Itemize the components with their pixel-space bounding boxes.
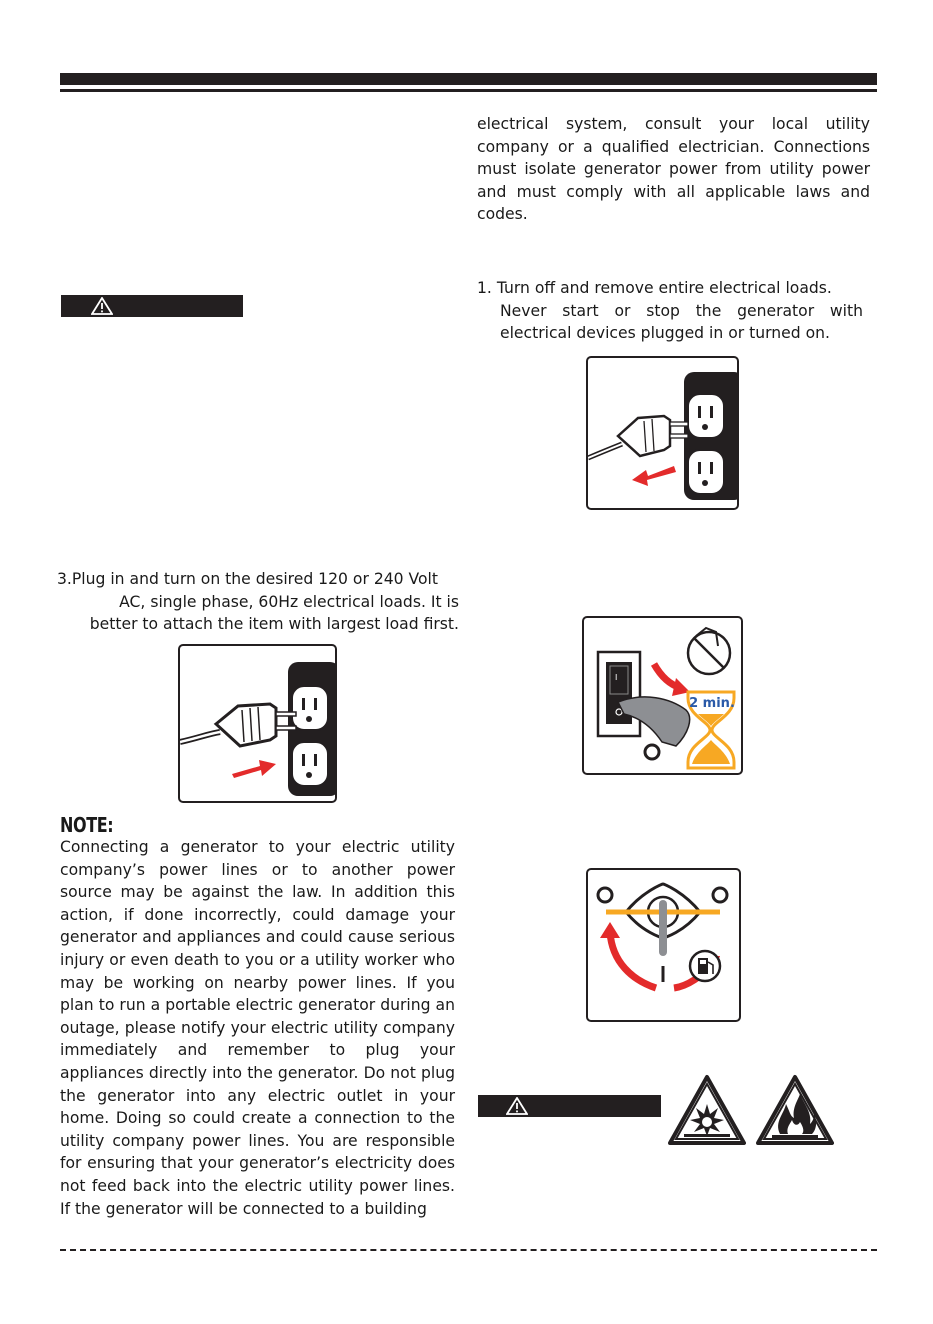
timer-label: 2 min. (689, 696, 735, 711)
step-1-first-line: 1. Turn off and remove entire electrical loads. (477, 279, 832, 297)
note-body: Connecting a generator to your electric utility company’s power lines or to another power source may be against the law. In addition this action, if done incorrectly, could damage your generator and appliances and could cause serious injury or even death to you or a utility worker who may be working on nearby power lines. If you plan to run a portable electric generator during an outage, please notify your electric utility company immediately and remember to plug your appliances directly into the generator. Do not plug the generator into any electric outlet in your home. Doing so could create a connection to the utility company power lines. You are responsible for ensuring that your generator’s electricity does not feed back into the electric utility power lines. If the generator will be connected to a building (60, 838, 455, 1218)
step-3-first-line: 3.Plug in and turn on the desired 120 or 240 Volt (57, 570, 438, 588)
footer-dashed-rule (60, 1249, 877, 1251)
plug-in-figure (178, 644, 337, 803)
warning-bar-2 (478, 1095, 661, 1117)
step-3 (57, 568, 459, 636)
fuel-valve-icon (588, 870, 739, 1020)
step-1 (477, 277, 863, 345)
header-rule (60, 89, 877, 92)
unplug-icon (588, 358, 737, 508)
header-bar (60, 73, 877, 85)
plug-in-icon (180, 646, 335, 801)
step-1-body: Never start or stop the generator with electrical devices plugged in or turned on. (500, 301, 863, 343)
unplug-figure (586, 356, 739, 510)
fuel-valve-figure (586, 868, 741, 1022)
svg-text:I: I (615, 673, 618, 682)
fire-hazard-icon (756, 1074, 834, 1146)
switch-off-figure (582, 616, 743, 775)
note-title: NOTE: (60, 813, 114, 837)
warning-triangle-icon (506, 1097, 528, 1115)
warning-bar (61, 295, 243, 317)
step-3-body: AC, single phase, 60Hz electrical loads. It is better to attach the item with largest load first. (89, 592, 459, 634)
warning-triangle-icon (91, 297, 113, 315)
note-body-continued: electrical system, consult your local utility company or a qualified electrician. Connections must isolate generator power from utility power and must comply with all applicable laws and codes. (477, 115, 870, 224)
explosion-hazard-icon (668, 1074, 746, 1146)
